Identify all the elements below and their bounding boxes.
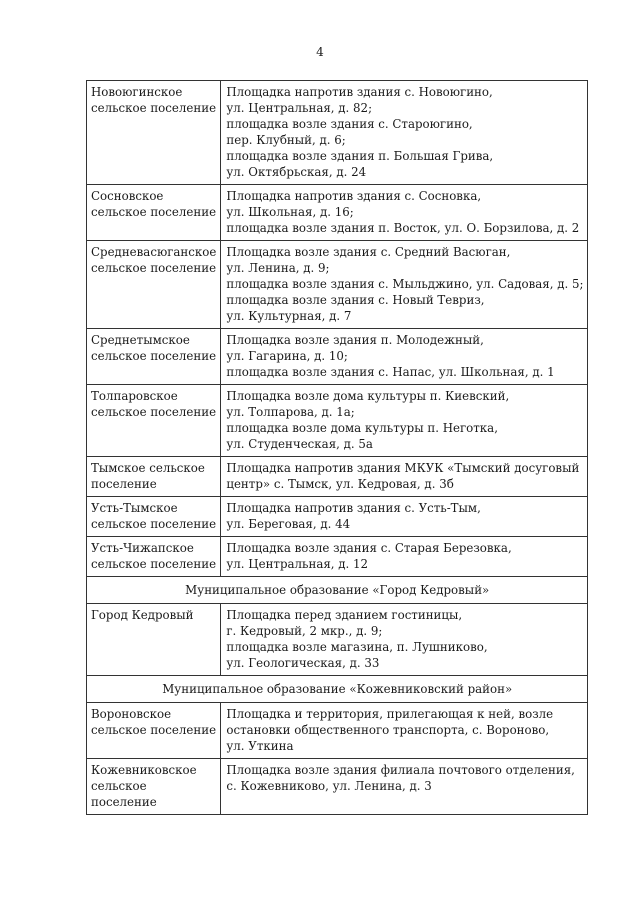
settlement-name-cell — [87, 185, 221, 241]
settlement-name-line: Усть-Тымское — [91, 501, 178, 515]
site-address-line: площадка возле здания с. Новый Тевриз, — [226, 293, 485, 307]
settlement-name-line: Среднетымское — [91, 333, 190, 347]
settlement-name-line: сельское поселение — [91, 517, 217, 531]
site-address-line: ул. Ленина, д. 9; — [226, 261, 330, 275]
settlement-name-cell — [87, 457, 221, 497]
site-address-cell — [221, 703, 588, 759]
site-address-cell — [221, 497, 588, 537]
site-address-line: ул. Школьная, д. 16; — [226, 205, 354, 219]
site-address-line: площадка возле дома культуры п. Неготка, — [226, 421, 498, 435]
table-row — [87, 604, 588, 676]
settlement-name-line: Город Кедровый — [91, 608, 194, 622]
site-address-line: Площадка перед зданием гостиницы, — [226, 608, 463, 622]
table-row — [87, 537, 588, 577]
site-address-cell — [221, 241, 588, 329]
site-address-line: Площадка возле здания п. Молодежный, — [226, 333, 484, 347]
site-address-line: площадка возле здания с. Мыльджино, ул. Садовая, д. 5; — [226, 277, 584, 291]
site-address-cell — [221, 385, 588, 457]
site-address-line: ул. Гагарина, д. 10; — [226, 349, 348, 363]
site-address-line: Площадка напротив здания с. Усть-Тым, — [226, 501, 481, 515]
site-address-line: Площадка возле здания филиала почтового отделения, — [226, 763, 575, 777]
site-address-line: площадка возле здания с. Староюгино, — [226, 117, 473, 131]
settlement-name-cell — [87, 497, 221, 537]
section-header: Муниципальное образование «Кожевниковский район» — [87, 676, 588, 703]
site-address-line: ул. Береговая, д. 44 — [226, 517, 351, 531]
settlement-name-cell — [87, 81, 221, 185]
site-address-line: ул. Толпарова, д. 1а; — [226, 405, 355, 419]
site-address-line: ул. Октябрьская, д. 24 — [226, 165, 367, 179]
site-address-line: Площадка и территория, прилегающая к ней, возле — [226, 707, 554, 721]
settlement-name-line: Тымское сельское — [91, 461, 205, 475]
section-header: Муниципальное образование «Город Кедровый» — [87, 577, 588, 604]
site-address-cell — [221, 537, 588, 577]
site-address-line: ул. Уткина — [226, 739, 294, 753]
site-address-cell — [221, 457, 588, 497]
site-address-line: площадка возле здания п. Большая Грива, — [226, 149, 494, 163]
table-row — [87, 185, 588, 241]
section-header-row — [87, 577, 588, 604]
site-address-line: с. Кожевниково, ул. Ленина, д. 3 — [226, 779, 432, 793]
settlement-name-cell — [87, 329, 221, 385]
site-address-cell — [221, 759, 588, 815]
sites-table-body — [87, 81, 588, 815]
site-address-cell — [221, 81, 588, 185]
settlement-name-cell — [87, 759, 221, 815]
settlement-name-line: сельское поселение — [91, 723, 217, 737]
settlement-name-line: Кожевниковское — [91, 763, 197, 777]
table-row — [87, 703, 588, 759]
table-row — [87, 385, 588, 457]
site-address-line: Площадка напротив здания с. Новоюгино, — [226, 85, 493, 99]
site-address-line: площадка возле здания с. Напас, ул. Школьная, д. 1 — [226, 365, 555, 379]
settlement-name-line: сельское поселение — [91, 261, 217, 275]
settlement-name-cell — [87, 604, 221, 676]
settlement-name-line: сельское поселение — [91, 101, 217, 115]
site-address-line: Площадка возле здания с. Старая Березовка, — [226, 541, 512, 555]
sites-table — [86, 80, 588, 815]
settlement-name-line: поселение — [91, 477, 157, 491]
settlement-name-line: Вороновское — [91, 707, 172, 721]
site-address-cell — [221, 329, 588, 385]
page-number: 4 — [316, 45, 324, 59]
site-address-line: ул. Культурная, д. 7 — [226, 309, 352, 323]
site-address-line: остановки общественного транспорта, с. Вороново, — [226, 723, 550, 737]
settlement-name-cell — [87, 385, 221, 457]
settlement-name-cell — [87, 241, 221, 329]
site-address-line: Площадка напротив здания с. Сосновка, — [226, 189, 482, 203]
settlement-name-line: Сосновское — [91, 189, 164, 203]
table-row — [87, 81, 588, 185]
settlement-name-line: Толпаровское — [91, 389, 178, 403]
site-address-line: Площадка возле дома культуры п. Киевский, — [226, 389, 510, 403]
table-row — [87, 241, 588, 329]
settlement-name-line: сельское поселение — [91, 405, 217, 419]
site-address-line: ул. Центральная, д. 12 — [226, 557, 369, 571]
section-header-row — [87, 676, 588, 703]
settlement-name-line: Усть-Чижапское — [91, 541, 194, 555]
site-address-line: площадка возле здания п. Восток, ул. О. Борзилова, д. 2 — [226, 221, 580, 235]
site-address-line: центр» с. Тымск, ул. Кедровая, д. 3б — [226, 477, 454, 491]
site-address-line: Площадка возле здания с. Средний Васюган, — [226, 245, 511, 259]
site-address-line: ул. Центральная, д. 82; — [226, 101, 373, 115]
table-row — [87, 457, 588, 497]
site-address-line: ул. Студенческая, д. 5а — [226, 437, 373, 451]
table-row — [87, 759, 588, 815]
settlement-name-line: Новоюгинское — [91, 85, 183, 99]
site-address-line: площадка возле магазина, п. Лушниково, — [226, 640, 488, 654]
settlement-name-line: сельское поселение — [91, 205, 217, 219]
site-address-cell — [221, 604, 588, 676]
site-address-line: ул. Геологическая, д. 33 — [226, 656, 380, 670]
settlement-name-line: сельское — [91, 779, 147, 793]
site-address-line: пер. Клубный, д. 6; — [226, 133, 346, 147]
site-address-line: г. Кедровый, 2 мкр., д. 9; — [226, 624, 383, 638]
site-address-line: Площадка напротив здания МКУК «Тымский досуговый — [226, 461, 580, 475]
settlement-name-line: Средневасюганское — [91, 245, 217, 259]
table-row — [87, 497, 588, 537]
settlement-name-line: поселение — [91, 795, 157, 809]
settlement-name-cell — [87, 703, 221, 759]
settlement-name-cell — [87, 537, 221, 577]
table-row — [87, 329, 588, 385]
site-address-cell — [221, 185, 588, 241]
settlement-name-line: сельское поселение — [91, 349, 217, 363]
settlement-name-line: сельское поселение — [91, 557, 217, 571]
